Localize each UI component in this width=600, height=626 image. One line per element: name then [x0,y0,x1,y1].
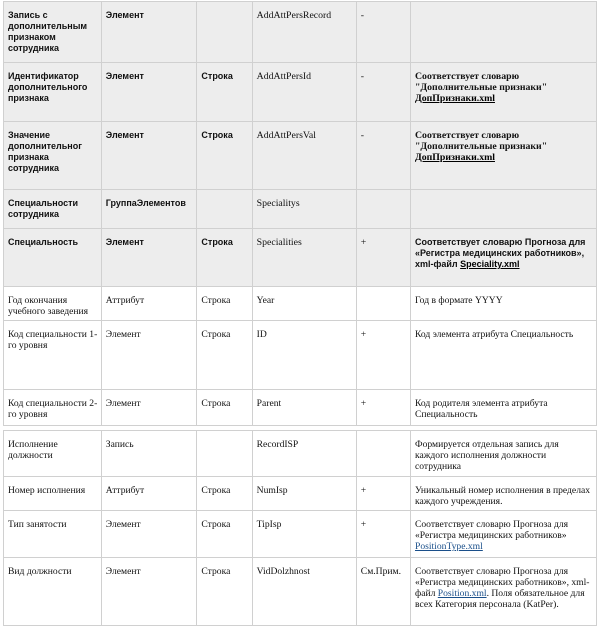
cell-type: Аттрибут [101,477,197,511]
cell-tag: VidDolzhnost [252,558,356,626]
cell-note [410,122,596,190]
cell-type: Запись [101,431,197,477]
cell-datatype: Строка [197,122,252,190]
note-link[interactable]: Speciality.xml [460,259,520,269]
cell-tag: NumIsp [252,477,356,511]
cell-name: Тип занятости [4,511,102,558]
note-link[interactable]: ДопПризнаки.xml [414,152,495,163]
cell-tag: RecordISP [252,431,356,477]
cell-req: + [356,390,410,426]
cell-type: Элемент [101,229,197,287]
cell-req [356,287,410,321]
cell-type: Аттрибут [101,287,197,321]
cell-name: Исполнение должности [4,431,102,477]
cell-tag: Year [252,287,356,321]
table-row [4,558,597,626]
note-text: Соответствует словарю "Дополнительные признаки" [414,130,548,152]
cell-name: Значение дополнительног признака сотрудника [4,122,102,190]
cell-name: Номер исполнения [4,477,102,511]
cell-note [410,190,596,229]
table-row [4,63,597,122]
cell-note [410,63,596,122]
cell-tag: AddAttPersVal [252,122,356,190]
cell-tag: ID [252,321,356,390]
cell-datatype [197,2,252,63]
cell-type: ГруппаЭлементов [101,190,197,229]
cell-datatype [197,190,252,229]
table-row [4,2,597,63]
cell-tag: Specialities [252,229,356,287]
cell-type: Элемент [101,321,197,390]
table-row [4,287,597,321]
cell-datatype: Строка [197,63,252,122]
cell-note: Формируется отдельная запись для каждого исполнения должности сотрудника [410,431,596,477]
cell-req: - [356,63,410,122]
cell-note: Код элемента атрибута Специальность [410,321,596,390]
table-row [4,390,597,426]
cell-tag: AddAttPersRecord [252,2,356,63]
cell-datatype: Строка [197,229,252,287]
cell-tag: Specialitys [252,190,356,229]
note-text: Соответствует словарю Прогноза для «Регистра медицинских работников», xml-файл [414,566,590,599]
cell-datatype: Строка [197,511,252,558]
cell-type: Элемент [101,558,197,626]
cell-tag: Parent [252,390,356,426]
cell-datatype [197,431,252,477]
note-text: Соответствует словарю Прогноза для «Регистра медицинских работников» [414,519,569,541]
cell-name: Код специальности 1-го уровня [4,321,102,390]
cell-note [410,2,596,63]
cell-datatype: Строка [197,390,252,426]
cell-name: Запись с дополнительным признаком сотрудника [4,2,102,63]
cell-name: Специальность [4,229,102,287]
cell-req: - [356,2,410,63]
cell-type: Элемент [101,390,197,426]
cell-datatype: Строка [197,477,252,511]
note-link[interactable]: Position.xml [437,588,487,599]
table-row [4,229,597,287]
cell-type: Элемент [101,63,197,122]
table-row [4,321,597,390]
cell-type: Элемент [101,511,197,558]
cell-name: Идентификатор дополнительного признака [4,63,102,122]
cell-note: Уникальный номер исполнения в пределах каждого учреждения. [410,477,596,511]
cell-tag: TipIsp [252,511,356,558]
cell-datatype: Строка [197,558,252,626]
table-row [4,122,597,190]
cell-tag: AddAttPersId [252,63,356,122]
cell-req: + [356,229,410,287]
note-link[interactable]: ДопПризнаки.xml [414,93,495,104]
note-text-after: . Поля обязательное для всех Категория персонала (KatPer). [414,588,585,610]
cell-note: Год в формате YYYY [410,287,596,321]
cell-note [410,511,596,558]
cell-note [410,558,596,626]
cell-datatype: Строка [197,287,252,321]
cell-type: Элемент [101,122,197,190]
table-row [4,431,597,477]
cell-name: Год окончания учебного заведения [4,287,102,321]
table-row [4,511,597,558]
cell-req [356,431,410,477]
cell-req: + [356,321,410,390]
cell-name: Код специальности 2-го уровня [4,390,102,426]
cell-name: Специальности сотрудника [4,190,102,229]
attributes-table [3,1,597,626]
cell-req: + [356,477,410,511]
cell-req: + [356,511,410,558]
cell-name: Вид должности [4,558,102,626]
cell-note [410,229,596,287]
cell-note: Код родителя элемента атрибута Специальность [410,390,596,426]
note-link[interactable]: PositionType.xml [414,541,483,552]
cell-datatype: Строка [197,321,252,390]
cell-req: - [356,122,410,190]
cell-req: См.Прим. [356,558,410,626]
note-text: Соответствует словарю "Дополнительные признаки" [414,71,548,93]
cell-req [356,190,410,229]
table-row [4,190,597,229]
cell-type: Элемент [101,2,197,63]
note-text: Соответствует словарю Прогноза для «Регистра медицинских работников», xml-файл [414,237,586,269]
table-row [4,477,597,511]
